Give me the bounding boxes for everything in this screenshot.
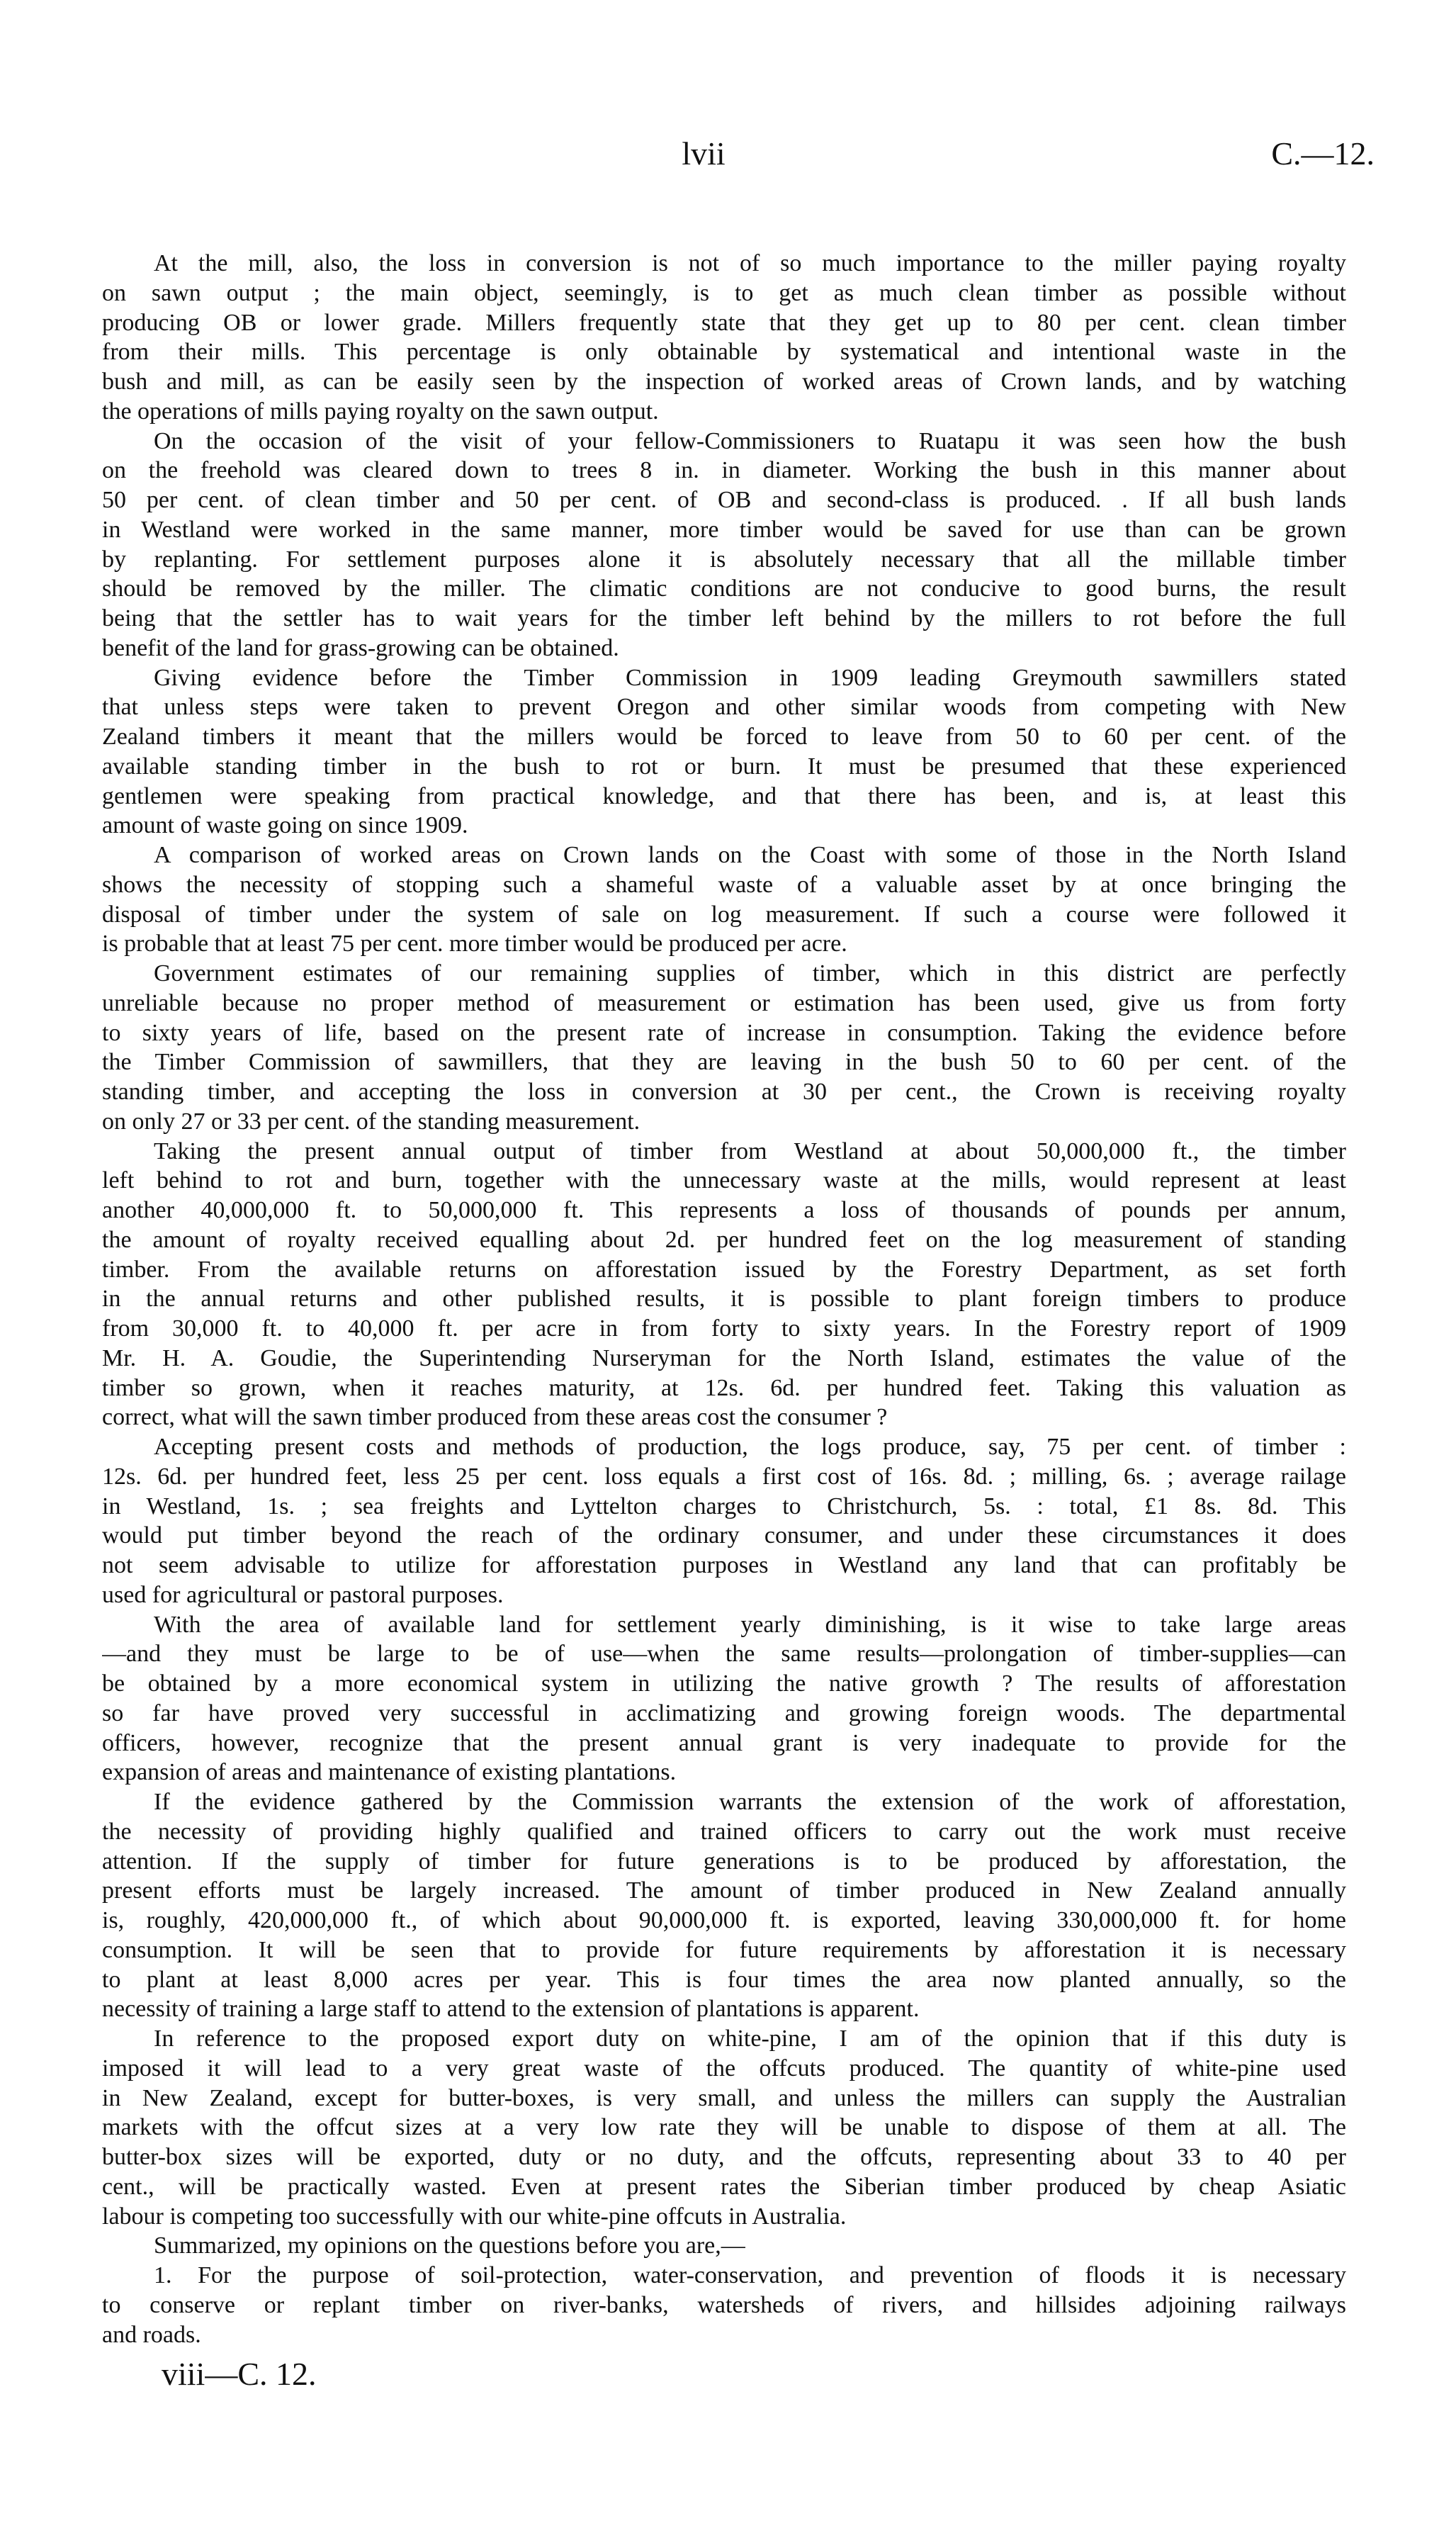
text-line: is, roughly, 420,000,000 ft., of which about 90,000,000 ft. is exported, leaving 330,000,000 ft. for home — [102, 1907, 1346, 1933]
paragraph — [102, 1610, 1346, 1788]
text-line: In reference to the proposed export duty on white-pine, I am of the opinion that if this duty is — [154, 2026, 1346, 2052]
text-line: another 40,000,000 ft. to 50,000,000 ft. This represents a loss of thousands of pounds per annum, — [102, 1197, 1346, 1223]
paragraph — [102, 959, 1346, 1137]
text-line: benefit of the land for grass-growing can be obtained. — [102, 634, 619, 661]
paragraph — [102, 2231, 1346, 2261]
text-line: present efforts must be largely increased. The amount of timber produced in New Zealand annually — [102, 1877, 1346, 1904]
text-line: 12s. 6d. per hundred feet, less 25 per cent. loss equals a first cost of 16s. 8d. ; milling, 6s. ; average railage — [102, 1463, 1346, 1490]
text-line: shows the necessity of stopping such a shameful waste of a valuable asset by at once bringing the — [102, 871, 1346, 898]
text-line: At the mill, also, the loss in conversion is not of so much importance to the miller paying royalty — [154, 250, 1346, 276]
paragraph — [102, 2261, 1346, 2349]
text-line: disposal of timber under the system of sale on log measurement. If such a course were followed it — [102, 901, 1346, 928]
text-line: bush and mill, as can be easily seen by the inspection of worked areas of Crown lands, and by watching — [102, 369, 1346, 395]
text-line: on sawn output ; the main object, seemingly, is to get as much clean timber as possible without — [102, 279, 1346, 306]
text-line: by replanting. For settlement purposes alone it is absolutely necessary that all the millable timber — [102, 546, 1346, 573]
text-line: Taking the present annual output of timber from Westland at about 50,000,000 ft., the timber — [154, 1137, 1346, 1164]
text-line: the operations of mills paying royalty on the sawn output. — [102, 398, 659, 425]
paragraph — [102, 663, 1346, 841]
text-line: from their mills. This percentage is only obtainable by systematical and intentional waste in the — [102, 339, 1346, 366]
text-line: producing OB or lower grade. Millers frequently state that they get up to 80 per cent. clean timber — [102, 309, 1346, 336]
text-line: be obtained by a more economical system in utilizing the native growth ? The results of afforestation — [102, 1670, 1346, 1697]
text-line: to sixty years of life, based on the present rate of increase in consumption. Taking the evidence before — [102, 1019, 1346, 1046]
text-line: and roads. — [102, 2321, 201, 2348]
text-line: the Timber Commission of sawmillers, that they are leaving in the bush 50 to 60 per cent. of the — [102, 1049, 1346, 1076]
text-line: expansion of areas and maintenance of existing plantations. — [102, 1759, 677, 1786]
text-line: so far have proved very successful in acclimatizing and growing foreign woods. The departmental — [102, 1700, 1346, 1726]
document-body — [102, 249, 1346, 2349]
paragraph — [102, 1137, 1346, 1433]
text-line: to plant at least 8,000 acres per year. This is four times the area now planted annually, so the — [102, 1966, 1346, 1993]
text-line: should be removed by the miller. The climatic conditions are not conducive to good burns, the result — [102, 575, 1346, 602]
text-line: the amount of royalty received equalling about 2d. per hundred feet on the log measurement of standing — [102, 1226, 1346, 1253]
text-line: If the evidence gathered by the Commission warrants the extension of the work of afforestation, — [154, 1789, 1346, 1815]
text-line: is probable that at least 75 per cent. more timber would be produced per acre. — [102, 931, 847, 957]
text-line: left behind to rot and burn, together with the unnecessary waste at the mills, would represent at least — [102, 1167, 1346, 1194]
text-line: amount of waste going on since 1909. — [102, 812, 468, 839]
text-line: on only 27 or 33 per cent. of the standing measurement. — [102, 1108, 640, 1135]
text-line: unreliable because no proper method of measurement or estimation has been used, give us from forty — [102, 989, 1346, 1016]
text-line: that unless steps were taken to prevent Oregon and other similar woods from competing with New — [102, 694, 1346, 721]
text-line: correct, what will the sawn timber produced from these areas cost the consumer ? — [102, 1404, 888, 1431]
text-line: necessity of training a large staff to attend to the extension of plantations is apparent. — [102, 1996, 920, 2023]
text-line: Giving evidence before the Timber Commission in 1909 leading Greymouth sawmillers stated — [154, 664, 1346, 691]
paragraph — [102, 249, 1346, 427]
text-line: in Westland, 1s. ; sea freights and Lyttelton charges to Christchurch, 5s. : total, £1 8s. 8d. This — [102, 1493, 1346, 1519]
text-line: officers, however, recognize that the present annual grant is very inadequate to provide for the — [102, 1729, 1346, 1756]
text-line: the necessity of providing highly qualified and trained officers to carry out the work must receive — [102, 1818, 1346, 1845]
paragraph — [102, 1432, 1346, 1610]
text-line: Accepting present costs and methods of production, the logs produce, say, 75 per cent. of timber : — [154, 1434, 1346, 1460]
document-reference: C.—12. — [1271, 135, 1375, 172]
text-line: Zealand timbers it meant that the millers would be forced to leave from 50 to 60 per cent. of the — [102, 724, 1346, 750]
text-line: available standing timber in the bush to rot or burn. It must be presumed that these experienced — [102, 753, 1346, 780]
text-line: Government estimates of our remaining supplies of timber, which in this district are perfectly — [154, 960, 1346, 987]
text-line: not seem advisable to utilize for afforestation purposes in Westland any land that can profitably be — [102, 1552, 1346, 1578]
text-line: A comparison of worked areas on Crown lands on the Coast with some of those in the North Island — [154, 842, 1346, 868]
text-line: in New Zealand, except for butter-boxes, is very small, and unless the millers can supply the Australian — [102, 2084, 1346, 2111]
text-line: on the freehold was cleared down to trees 8 in. in diameter. Working the bush in this manner about — [102, 457, 1346, 484]
paragraph — [102, 841, 1346, 959]
paragraph — [102, 2024, 1346, 2231]
paragraph — [102, 427, 1346, 663]
text-line: attention. If the supply of timber for future generations is to be produced by afforestation, the — [102, 1848, 1346, 1875]
text-line: Summarized, my opinions on the questions before you are,— — [154, 2232, 745, 2259]
text-line: cent., will be practically wasted. Even at present rates the Siberian timber produced by cheap Asiatic — [102, 2173, 1346, 2200]
text-line: imposed it will lead to a very great waste of the offcuts produced. The quantity of white-pine used — [102, 2055, 1346, 2081]
text-line: butter-box sizes will be exported, duty or no duty, and the offcuts, representing about 33 to 40 per — [102, 2144, 1346, 2170]
text-line: 1. For the purpose of soil-protection, water-conservation, and prevention of floods it is necessary — [154, 2262, 1346, 2288]
text-line: gentlemen were speaking from practical knowledge, and that there has been, and is, at least this — [102, 782, 1346, 809]
text-line: standing timber, and accepting the loss in conversion at 30 per cent., the Crown is receiving royalty — [102, 1079, 1346, 1105]
text-line: 50 per cent. of clean timber and 50 per cent. of OB and second-class is produced. . If all bush lands — [102, 487, 1346, 513]
text-line: to conserve or replant timber on river-banks, watersheds of rivers, and hillsides adjoining railways — [102, 2291, 1346, 2318]
text-line: used for agricultural or pastoral purposes. — [102, 1581, 504, 1608]
text-line: would put timber beyond the reach of the ordinary consumer, and under these circumstances it does — [102, 1522, 1346, 1549]
text-line: labour is competing too successfully with our white-pine offcuts in Australia. — [102, 2203, 847, 2230]
text-line: On the occasion of the visit of your fellow-Commissioners to Ruatapu it was seen how the bush — [154, 427, 1346, 454]
text-line: timber. From the available returns on afforestation issued by the Forestry Department, as set forth — [102, 1256, 1346, 1283]
text-line: timber so grown, when it reaches maturity, at 12s. 6d. per hundred feet. Taking this valuation as — [102, 1374, 1346, 1401]
text-line: in Westland were worked in the same manner, more timber would be saved for use than can be grown — [102, 516, 1346, 543]
text-line: —and they must be large to be of use—when the same results—prolongation of timber-supplies—can — [102, 1641, 1346, 1668]
paragraph — [102, 1787, 1346, 2024]
text-line: markets with the offcut sizes at a very low rate they will be unable to dispose of them at all. The — [102, 2114, 1346, 2141]
text-line: Mr. H. A. Goudie, the Superintending Nurseryman for the North Island, estimates the value of the — [102, 1344, 1346, 1371]
text-line: from 30,000 ft. to 40,000 ft. per acre in from forty to sixty years. In the Forestry report of 1909 — [102, 1315, 1346, 1342]
page-number: lvii — [682, 135, 726, 172]
text-line: With the area of available land for settlement yearly diminishing, is it wise to take large areas — [154, 1611, 1346, 1638]
text-line: consumption. It will be seen that to provide for future requirements by afforestation it is necessary — [102, 1936, 1346, 1963]
text-line: being that the settler has to wait years for the timber left behind by the millers to rot before the full — [102, 605, 1346, 631]
signature-mark: viii—C. 12. — [162, 2356, 317, 2392]
text-line: in the annual returns and other published results, it is possible to plant foreign timbers to produce — [102, 1286, 1346, 1313]
